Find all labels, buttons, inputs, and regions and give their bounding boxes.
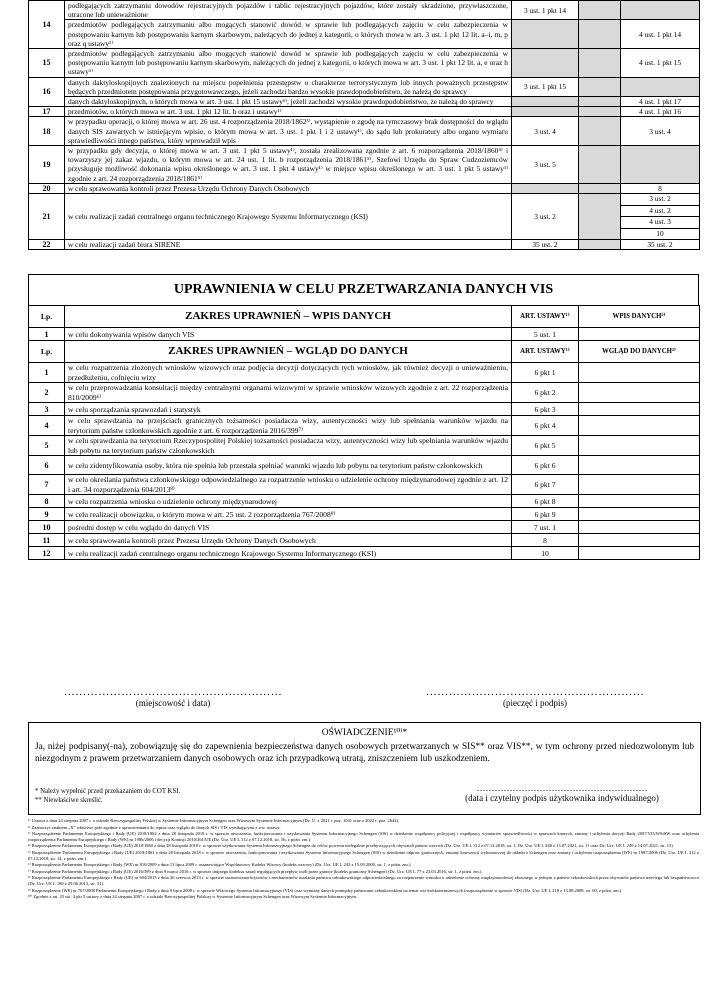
declaration-box [28,722,701,815]
row-article: 3 ust. 5 [512,146,579,184]
row-wpis [621,1,700,20]
document-sheet [28,0,699,560]
table-row [29,534,700,547]
row-article: 3 ust. 1 pkt 14 [512,1,579,20]
row-wpis-stack [621,194,700,240]
row-article: 6 pkt 1 [512,363,579,383]
checkbox-cell[interactable] [579,383,700,403]
checkbox-cell[interactable] [579,508,700,521]
table-row [29,183,700,193]
table-row [29,403,700,416]
lp-header: Lp. [29,306,65,328]
row-number: 9 [29,508,65,521]
checkbox-cell[interactable] [579,495,700,508]
row-number: 15 [29,49,65,78]
table-row [29,547,700,560]
row-description: w celu przeprowadzania konsultacji między centralnymi organami wizowymi w sprawie wniosków wizowych zgodnie z art. 22 rozporządzenia 810/2009⁶⁾ [65,383,512,403]
row-description: w celu sporządzania sprawozdań i statystyk [65,403,512,416]
header-row [29,341,700,363]
row-article: 6 pkt 9 [512,508,579,521]
table-row [29,521,700,534]
row-empty-cell [579,77,621,96]
article-header: ART. USTAWY¹⁾ [512,306,579,328]
checkbox-cell[interactable] [579,534,700,547]
table-row [29,328,700,341]
row-description: w celu realizacji zadań centralnego organu technicznego Krajowego Systemu Informatycznego (KSI) [65,547,512,560]
checkbox-cell[interactable] [579,456,700,475]
row-number: 20 [29,183,65,193]
row-number: 21 [29,194,65,240]
table-row [29,416,700,436]
row-wpis [621,77,700,96]
row-number: 1 [29,328,65,341]
footnote: ⁵⁾ Rozporządzenie Parlamentu Europejskiego i Rady (UE) 2018/1861 z dnia 28 listopada 2018 r. w sprawie utworzenia, funkcjonowania i użytkowania Systemu Informacyjnego Schengen (SIS) w dziedzinie odpraw granicznych, zmiany konwencji wykonawczej do układu z Schengen oraz zmiany i uchylenia rozporządzenia (WE) nr 1987/2006 (Dz. Urz. UE L 312 z 07.12.2018, str. 14, z późn. zm.). [28,849,699,861]
row-description: w celu sprawowania kontroli przez Prezesa Urzędu Ochrony Danych Osobowych [65,534,512,547]
table-row [29,194,700,240]
row-description: przedmiotów, o których mowa w art. 3 ust. 1 pkt 12 lit. h oraz i ustawy¹⁾ [65,107,512,117]
row-number: 17 [29,107,65,117]
row-article: 7 ust. 1 [512,521,579,534]
row-description: w przypadku operacji, o której mowa w art. 26 ust. 4 rozporządzenia 2018/1862³⁾, wystąpienie o zgodę na tymczasowy brak dostępności do wglądu danych SIS zawartych w istniejącym wpisie, o którym mowa w art. 3 ust. 1 pkt 1 i 2 ustawy¹⁾, do sądu lub prokuratury albo organu wymiaru sprawiedliwości innego państwa, który wprowadził wpis [65,117,512,146]
row-article [512,49,579,78]
table-row [29,383,700,403]
footnotes [28,818,699,901]
row-empty-cell [579,194,621,240]
row-number: 16 [29,77,65,107]
declaration-notes: * Należy wypełnić przed przekazaniem do COT KSI. ** Niewłaściwe skreślić. [35,788,181,804]
row-description: w celu realizacji obowiązku, o którym mowa w art. 25 ust. 2 rozporządzenia 767/2008⁹⁾ [65,508,512,521]
row-number: 2 [29,383,65,403]
row-article: 6 pkt 6 [512,456,579,475]
user-signature: ………………………………………………… (data i czytelny podpis użytkownika indywidualnego) [465,783,659,803]
table-row [29,475,700,495]
row-empty-cell [579,107,621,117]
row-number: 10 [29,521,65,534]
table-row [29,107,700,117]
table-row [29,97,700,107]
table-row [29,508,700,521]
row-wpis: 3 ust. 4 [621,117,700,146]
row-number: 6 [29,456,65,475]
row-description: w celu sprawdzania na przejściach granicznych tożsamości posiadacza wizy, autentyczności wizy lub spełniania warunków wjazdu na terytorium państw członkowskich zgodnie z art. 6 rozporządzenia 2016/399⁷⁾ [65,416,512,436]
row-article: 6 pkt 2 [512,383,579,403]
row-description: w przypadku gdy decyzja, o której mowa w art. 3 ust. 1 pkt 5 ustawy¹⁾, została zrealizowana zgodnie z art. 6 rozporządzenia 2018/1860⁴⁾ i towarzyszy jej zakaz wjazdu, o którym mowa w art. 24 ust. 1 lit. b rozporządzenia 2018/1861⁵⁾, Szefowi Urzędu do Spraw Cudzoziemców przysługuje możliwość dokonania wpisu określonego w art. 3 ust. 1 pkt 4 ustawy¹⁾ w miejsce wpisu określonego w art. 3 ust. 1 pkt 5 ustawy¹⁾ zgodnie z art. 24 rozporządzenia 2018/1861⁵⁾ [65,146,512,184]
table-row [29,20,700,49]
row-description: przedmiotów podlegających zatrzymaniu albo mogących stanowić dowód w sprawie lub podlegających zajęciu w celu zabezpieczenia w postępowaniu karnym lub postępowaniu karnym skarbowym, należących do jednej z kategorii, o których mowa w art. 3 ust. 1 pkt 12 lit. a–i, m, p oraz q ustawy¹⁾ [65,20,512,49]
row-empty-cell [579,240,621,250]
declaration-title: OŚWIADCZENIE¹⁰⁾* [321,728,408,738]
table-row [29,363,700,383]
wpis-stack-item: 10 [656,228,664,238]
row-description: podlegających zatrzymaniu dowodów rejestracyjnych pojazdów i tablic rejestracyjnych pojazdów, które zostały skradzione, przywłaszczone, utracone lub unieważnione [65,1,512,20]
table-row [29,146,700,184]
row-article: 8 [512,534,579,547]
table-row [29,240,700,250]
row-wpis: 35 ust. 2 [621,240,700,250]
row-description: w celu sprawowania kontroli przez Prezesa Urzędu Ochrony Danych Osobowych [65,183,512,193]
row-article [512,20,579,49]
row-article [512,183,579,193]
row-empty-cell [579,146,621,184]
wpis-stack-item: 4 ust. 3 [621,217,699,229]
row-description: w celu określania państwa członkowskiego odpowiedzialnego za rozpatrzenie wniosku o udzielenie ochrony międzynarodowej zgodnie z art. 12 i art. 34 rozporządzenia 604/2013⁸⁾ [65,475,512,495]
article-header: ART. USTAWY¹⁾ [512,341,579,363]
row-description: w celu rozpatrzenia złożonych wniosków wizowych oraz podjęcia decyzji dotyczących tych wniosków, jak również decyzji o unieważnieniu, przedłużeniu, cofnięciu wizy [65,363,512,383]
footnote: ⁸⁾ Rozporządzenie Parlamentu Europejskiego i Rady (UE) nr 604/2013 z dnia 26 czerwca 2013 r. w sprawie ustanowienia kryteriów i mechanizmów ustalania państwa członkowskiego odpowiedzialnego za rozpatrzenie wniosku o udzielenie ochrony międzynarodowej złożonego w jednym z państw członkowskich przez obywatela państwa trzeciego lub bezpaństwowca (Dz. Urz. UE L 180 z 29.06.2013, str. 31). [28,875,699,886]
data-header: WPIS DANYCH²⁾ [579,306,700,328]
sis-table [28,0,700,250]
row-number: 8 [29,495,65,508]
row-description: w celu zidentyfikowania osoby, która nie spełnia lub przestała spełniać warunki wjazdu lub pobytu na terytorium państw członkowskich [65,456,512,475]
row-number: 18 [29,117,65,146]
checkbox-cell[interactable] [579,436,700,456]
row-description: danych daktyloskopijnych, o których mowa w art. 3 ust. 1 pkt 15 ustawy¹⁾, jeżeli zachodzi wysokie prawdopodobieństwo, że należą do sprawcy [65,97,512,107]
row-article: 5 ust. 1 [512,328,579,341]
row-number: 14 [29,1,65,49]
table-row [29,1,700,20]
table-row [29,77,700,96]
row-wpis: 4 ust. 1 pkt 14 [621,20,700,49]
footnote: ⁴⁾ Rozporządzenie Parlamentu Europejskiego i Rady (UE) 2018/1860 z dnia 28 listopada 2018 r. w sprawie użytkowania Systemu Informacyjnego Schengen do celów powrotu nielegalnie przebywających obywateli państw trzecich (Dz. Urz. UE L 312 z 07.12.2018, str. 1, Dz. Urz. UE L 248 z 13.07.2021, str. 11 oraz Dz. Urz. UE L 249 z 14.07.2021, str. 15). [28,843,674,849]
row-number: 4 [29,416,65,436]
row-article: 6 pkt 5 [512,436,579,456]
row-number: 12 [29,547,65,560]
checkbox-cell[interactable] [579,328,700,341]
row-article [512,97,579,107]
row-wpis: 4 ust. 1 pkt 15 [621,49,700,78]
row-article: 6 pkt 8 [512,495,579,508]
footnote: ⁶⁾ Rozporządzenie Parlamentu Europejskiego i Rady (WE) nr 810/2009 z dnia 13 lipca 2009 r. ustanawiające Wspólnotowy Kodeks Wizowy (kodeks wizowy) (Dz. Urz. UE L 243 z 15.09.2009, str. 1, z późn. zm.). [28,862,412,868]
footnote: ⁹⁾ Rozporządzenie (WE) nr 767/2008 Parlamentu Europejskiego i Rady z dnia 9 lipca 2008 r. w sprawie Wizowego Systemu Informacyjnego (VIS) oraz wymiany danych pomiędzy państwami członkowskimi na temat wiz krótkoterminowych (rozporządzenie w sprawie VIS) (Dz. Urz. UE L 218 z 13.08.2008, str. 60, z późn. zm.). [28,887,623,893]
row-empty-cell [579,20,621,49]
row-number: 11 [29,534,65,547]
footnote: ²⁾ Zaznaczyć znakiem „X” właściwe pole zgodnie z uprawnieniami do wpisu oraz wglądu do danych SIS i VIS wynikającymi z ww. ustawy. [28,824,281,830]
checkbox-cell[interactable] [579,521,700,534]
lp-header: Lp. [29,341,65,363]
row-number: 19 [29,146,65,184]
checkbox-cell[interactable] [579,475,700,495]
row-description: w celu sprawdzania na terytorium Rzeczypospolitej Polskiej tożsamości posiadacza wizy, autentyczności wizy lub spełniania warunków wjazdu lub pobytu na terytorium państw członkowskich [65,436,512,456]
footnote: ⁷⁾ Rozporządzenie Parlamentu Europejskiego i Rady (UE) 2016/399 z dnia 9 marca 2016 r. w sprawie unijnego kodeksu zasad regulujących przepływ osób przez granice (kodeks graniczny Schengen) (Dz. Urz. UE L 77 z 23.03.2016, str. 1, z późn. zm.). [28,868,483,874]
row-number: 7 [29,475,65,495]
row-empty-cell [579,97,621,107]
row-article: 3 ust. 1 pkt 15 [512,77,579,96]
vis-table [28,305,700,560]
row-wpis: 8 [621,183,700,193]
row-empty-cell [579,117,621,146]
checkbox-cell[interactable] [579,547,700,560]
row-article: 6 pkt 7 [512,475,579,495]
table-row [29,436,700,456]
row-wpis [621,146,700,184]
row-description: w celu realizacji zadań biura SIRENE [65,240,512,250]
row-wpis: 4 ust. 1 pkt 16 [621,107,700,117]
header-row [29,306,700,328]
footnote: ¹⁰⁾ Zgodnie z art. 25 ust. 4 pkt 5 ustawy z dnia 24 sierpnia 2007 r. o udziale Rzeczypospolitej Polskiej w Systemie Informacyjnym Schengen oraz Wizowym Systemie Informacyjnym. [28,894,358,900]
table-row [29,49,700,78]
row-description: przedmiotów podlegających zatrzymaniu albo mogących stanowić dowód w sprawie lub podlegających zajęciu w celu zabezpieczenia w postępowaniu karnym lub postępowaniu karnym skarbowym, należących do jednej z kategorii, o których mowa w art. 3 ust. 1 pkt 12 lit. a, e oraz h ustawy¹⁾ [65,49,512,78]
row-empty-cell [579,1,621,20]
row-description: pośredni dostęp w celu wglądu do danych VIS [65,521,512,534]
place-date-signature: ………………………………………………… (miejscowość i data) [63,686,283,708]
table-row [29,456,700,475]
row-article [512,107,579,117]
row-article: 10 [512,547,579,560]
checkbox-cell[interactable] [579,363,700,383]
checkbox-cell[interactable] [579,416,700,436]
row-number: 1 [29,363,65,383]
table-row [29,117,700,146]
declaration-text: Ja, niżej podpisany(-na), zobowiązuję się do zapewnienia bezpieczeństwa danych osobowych przetwarzanych w SIS** oraz VIS**, w tym ochrony przed niedozwolonym lub niezgodnym z prawem przetwarzaniem danych osobowych oraz ich przypadkową utratą, zniszczeniem lub uszkodzeniem. [35,742,694,764]
stamp-signature: ………………………………………………… (pieczęć i podpis) [425,686,645,708]
scope-header: ZAKRES UPRAWNIEŃ – WPIS DANYCH [65,306,512,328]
checkbox-cell[interactable] [579,403,700,416]
row-empty-cell [579,183,621,193]
row-number: 5 [29,436,65,456]
row-article: 3 ust. 2 [512,194,579,240]
row-number: 22 [29,240,65,250]
row-wpis: 4 ust. 1 pkt 17 [621,97,700,107]
table-row [29,495,700,508]
data-header: WGLĄD DO DANYCH²⁾ [579,341,700,363]
footnote: ³⁾ Rozporządzenie Parlamentu Europejskiego i Rady (UE) 2018/1862 z dnia 28 listopada 2018 r. w sprawie utworzenia, funkcjonowania i użytkowania Systemu Informacyjnego Schengen (SIS) w dziedzinie współpracy policyjnej i współpracy wymiarów sprawiedliwości w sprawach karnych, zmiany i uchylenia decyzji Rady 2007/533/WSiSW oraz uchylenia rozporządzenia Parlamentu Europejskiego i Rady (WE) nr 1986/2006 i decyzji Komisji 2010/261/UE (Dz. Urz. UE L 312 z 07.12.2018, str. 56, z późn. zm.). [28,831,699,842]
row-number: 3 [29,403,65,416]
row-article: 6 pkt 4 [512,416,579,436]
row-article: 35 ust. 2 [512,240,579,250]
row-description: w celu realizacji zadań centralnego organu technicznego Krajowego Systemu Informatycznego (KSI) [65,194,512,240]
row-description: w celu dokonywania wpisów danych VIS [65,328,512,341]
row-description: danych daktyloskopijnych znalezionych na miejscu popełnienia przestępstw o charakterze terrorystycznym lub innych poważnych przestępstw będących przedmiotem postępowania przygotowawczego, jeżeli zachodzi bardzo wysokie prawdopodobieństwo, że należą do sprawcy [65,77,512,96]
row-article: 6 pkt 3 [512,403,579,416]
row-article: 3 ust. 4 [512,117,579,146]
vis-title: UPRAWNIENIA W CELU PRZETWARZANIA DANYCH VIS [28,274,699,305]
footnote: ¹⁾ Ustawa z dnia 24 sierpnia 2007 r. o udziale Rzeczypospolitej Polskiej w Systemie Informacyjnym Schengen oraz Wizowym Systemie Informacyjnym (Dz. U. z 2021 r. poz. 1041 oraz z 2022 r. poz. 2642). [28,818,400,823]
wpis-stack-item: 4 ust. 2 [621,206,699,218]
scope-header: ZAKRES UPRAWNIEŃ – WGLĄD DO DANYCH [65,341,512,363]
row-description: w celu rozpatrzenia wniosku o udzielenie ochrony międzynarodowej [65,495,512,508]
row-empty-cell [579,49,621,78]
wpis-stack-item: 3 ust. 2 [621,194,699,206]
